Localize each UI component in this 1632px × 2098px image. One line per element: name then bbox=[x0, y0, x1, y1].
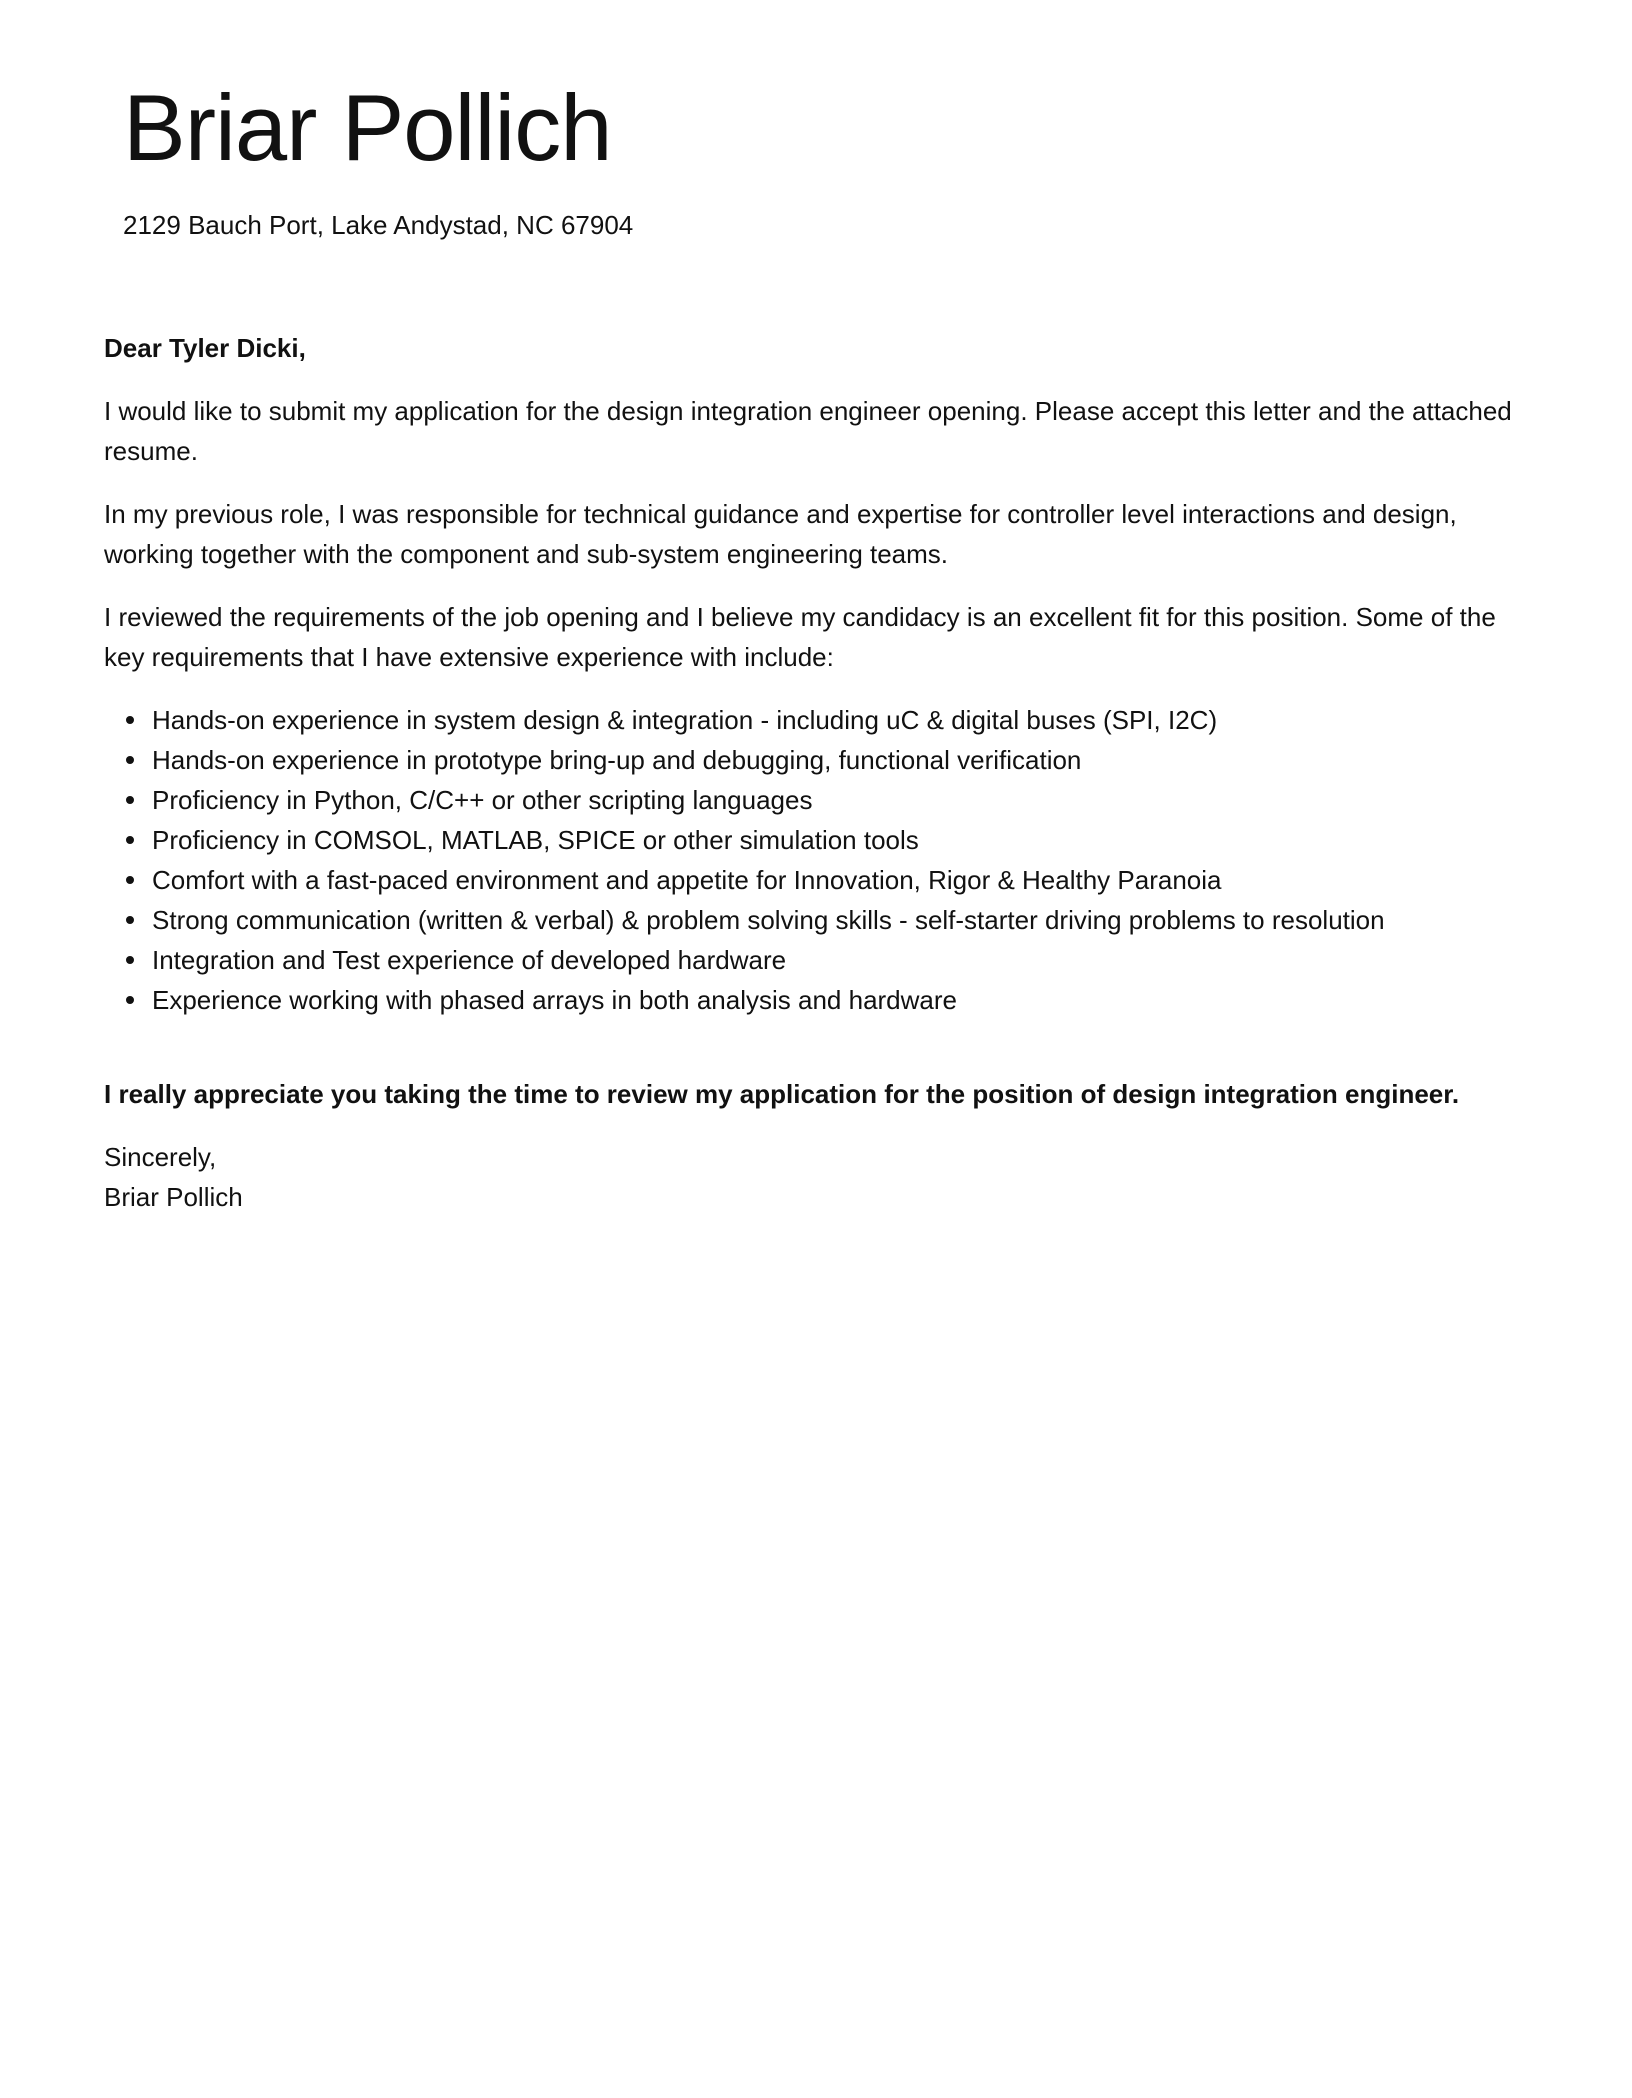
bullet-icon bbox=[126, 836, 134, 844]
requirements-intro-paragraph: I reviewed the requirements of the job opening and I believe my candidacy is an excellent fit for this position. Some of the key requirements that I have extensive experience with include: bbox=[104, 602, 1496, 672]
salutation: Dear Tyler Dicki, bbox=[104, 333, 306, 363]
signature: Briar Pollich bbox=[104, 1182, 243, 1212]
requirement-text: Hands-on experience in system design & integration - including uC & digital buses (SPI, I2C) bbox=[152, 705, 1218, 735]
requirement-item bbox=[152, 780, 1534, 820]
requirements-list bbox=[104, 700, 1534, 1020]
requirement-text: Proficiency in COMSOL, MATLAB, SPICE or other simulation tools bbox=[152, 825, 919, 855]
requirement-text: Experience working with phased arrays in both analysis and hardware bbox=[152, 985, 957, 1015]
bullet-icon bbox=[126, 796, 134, 804]
requirement-item bbox=[152, 860, 1534, 900]
requirement-item bbox=[152, 980, 1534, 1020]
requirement-item bbox=[152, 940, 1534, 980]
requirement-item bbox=[152, 700, 1534, 740]
bullet-icon bbox=[126, 916, 134, 924]
bullet-icon bbox=[126, 756, 134, 764]
bullet-icon bbox=[126, 716, 134, 724]
applicant-address: 2129 Bauch Port, Lake Andystad, NC 67904 bbox=[123, 210, 634, 240]
requirement-text: Comfort with a fast-paced environment and appetite for Innovation, Rigor & Healthy Paranoia bbox=[152, 865, 1222, 895]
closing-paragraph: I really appreciate you taking the time to review my application for the position of design integration engineer. bbox=[104, 1079, 1460, 1109]
requirement-item bbox=[152, 900, 1534, 940]
requirement-item bbox=[152, 820, 1534, 860]
applicant-name: Briar Pollich bbox=[123, 75, 612, 180]
intro-paragraph: I would like to submit my application for the design integration engineer opening. Please accept this letter and the attached resume. bbox=[104, 396, 1512, 466]
requirement-text: Integration and Test experience of developed hardware bbox=[152, 945, 787, 975]
bullet-icon bbox=[126, 876, 134, 884]
signoff: Sincerely, bbox=[104, 1142, 217, 1172]
requirement-text: Proficiency in Python, C/C++ or other scripting languages bbox=[152, 785, 813, 815]
letter-body bbox=[104, 328, 1534, 1217]
requirement-item bbox=[152, 740, 1534, 780]
requirement-text: Strong communication (written & verbal) & problem solving skills - self-starter driving problems to resolution bbox=[152, 905, 1385, 935]
previous-role-paragraph: In my previous role, I was responsible for technical guidance and expertise for controller level interactions and design, working together with the component and sub-system engineering teams. bbox=[104, 499, 1457, 569]
signoff-block bbox=[104, 1137, 1534, 1217]
letter-header bbox=[123, 72, 1523, 242]
requirement-text: Hands-on experience in prototype bring-up and debugging, functional verification bbox=[152, 745, 1082, 775]
bullet-icon bbox=[126, 996, 134, 1004]
bullet-icon bbox=[126, 956, 134, 964]
